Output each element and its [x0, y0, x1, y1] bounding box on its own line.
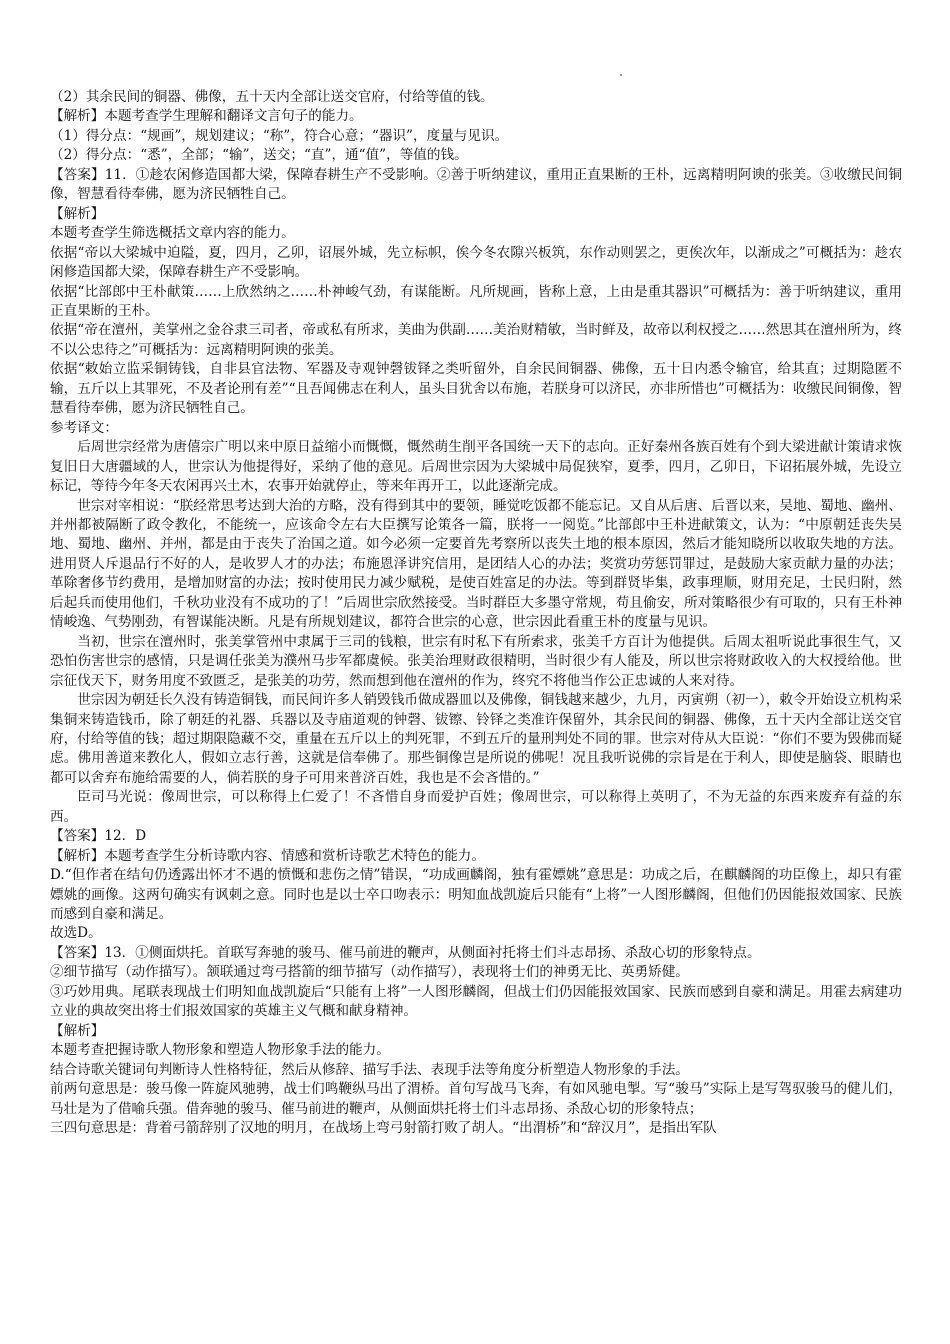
- paragraph: 本题考查学生筛选概括文章内容的能力。: [50, 225, 295, 242]
- paragraph: D.“但作者在结句仍透露出怀才不遇的愤慨和悲伤之情”错误，“功成画麟阁，独有霍嫖姚”意思是：功成之后，在麒麟阁的功臣像上，却只有霍嫖姚的画像。这两句确实有讽刺之意。同时也是以士卒口吻表示：明知血战凯旋后只能有“上将”一人图形麟阁，但他们仍因能报效国家、民族而感到自豪和满足。: [50, 867, 902, 923]
- paragraph: 【解析】: [50, 1022, 105, 1039]
- paragraph: （2）其余民间的铜器、佛像，五十天内全部让送交官府，付给等值的钱。: [50, 89, 494, 105]
- paragraph: 【答案】11．①趁农闲修造国都大梁，保障春耕生产不受影响。②善于听纳建议，重用正直果断的王朴，远离精明阿谀的张美。③收缴民间铜像，智慧看待奉佛，愿为济民牺牲自己。: [50, 166, 902, 203]
- paragraph: 依据“比部郎中王朴献策……上欣然纳之……朴神峻气劲，有谋能断。凡所规画，皆称上意，上由是重其器识”可概括为：善于听纳建议，重用正直果断的王朴。: [50, 283, 902, 319]
- paragraph: （2）得分点：“悉”，全部；“输”，送交；“直”，通“值”，等值的钱。: [50, 147, 468, 164]
- paragraph: （1）得分点：“规画”，规划建议；“称”，符合心意；“器识”，度量与见识。: [50, 127, 509, 144]
- paragraph: 依据“帝以大梁城中迫隘，夏，四月，乙卯，诏展外城，先立标帜，俟今冬农隙兴板筑，东作动则罢之，更俟次年，以渐成之”可概括为：趁农闲修造国都大梁，保障春耕生产不受影响。: [50, 244, 902, 281]
- paragraph: 【答案】13．①侧面烘托。首联写奔驰的骏马、催马前进的鞭声，从侧面衬托将士们斗志昂扬、杀敌心切的形象特点。: [50, 944, 761, 961]
- paragraph: 世宗对宰相说：“朕经常思考达到大治的方略，没有得到其中的要领，睡觉吃饭都不能忘记。又自从后唐、后晋以来，吴地、蜀地、幽州、并州都被隔断了政令教化，不能统一，应该命令左右大臣撰写论策各一篇，朕将一一阅览。”比部郎中王朴进献策文，认为：“中原朝廷丧失吴地、蜀地、幽州、并州，都是由于丧失了治国之道。如今必须一定要首先考察所以丧失土地的根本原因，然后才能知晓所以收取失地的方法。进用贤人斥退品行不好的人，是收罗人才的办法；布施恩泽讲究信用，是团结人心的办法；奖赏功劳惩罚罪过，是鼓励大家贡献力量的办法；革除奢侈节约费用，是增加财富的办法；按时使用民力减少赋税，是使百姓富足的办法。等到群贤毕集，政事理顺，财用充足，士民归附，然后起兵而使用他们，千秋功业没有不成功的了！”后周世宗欣然接受。当时群臣大多墨守常规，苟且偷安，所对策略很少有可取的，只有王朴神情峻逸、气势刚劲，有智谋能决断。凡是有所规划建议，都符合世宗的心意，世宗因此看重王朴的度量与见识。: [50, 497, 902, 631]
- paragraph: ②细节描写（动作描写）。颔联通过弯弓搭箭的细节描写（动作描写），表现将士们的神勇无比、英勇矫健。: [50, 964, 689, 981]
- document-body: [50, 88, 902, 1138]
- paragraph: 故选D。: [50, 925, 102, 942]
- paragraph: 后周世宗经常为唐僖宗广明以来中原日益缩小而慨慨，慨然萌生削平各国统一天下的志向。正好秦州各族百姓有个到大梁进献计策请求恢复旧日大唐疆域的人，世宗认为他提得好，采纳了他的意见。后周世宗因为大梁城中局促狭窄，夏季，四月，乙卯日，下诏拓展外城，先设立标记，等待今年冬天农闲再兴土木，农事开始就停止，等来年再开工，以此逐渐完成。: [50, 439, 902, 495]
- paragraph: 参考译文：: [50, 419, 118, 436]
- paragraph: 【解析】本题考查学生分析诗歌内容、情感和赏析诗歌艺术特色的能力。: [50, 847, 485, 864]
- paragraph: 【答案】12．D: [50, 828, 147, 845]
- paragraph: 臣司马光说：像周世宗，可以称得上仁爱了！不吝惜自身而爱护百姓；像周世宗，可以称得上英明了，不为无益的东西来废弃有益的东西。: [50, 789, 902, 825]
- scan-dot: [620, 74, 622, 76]
- paragraph: 世宗因为朝廷长久没有铸造铜钱，而民间许多人销毁钱币做成器皿以及佛像，铜钱越来越少，九月，丙寅朔（初一），敕令开始设立机构采集铜来铸造钱币，除了朝廷的礼器、兵器以及寺庙道观的钟磬、钹镲、铃铎之类准许保留外，其余民间的铜器、佛像，五十天内全部让送交官府，付给等值的钱；超过期限隐藏不交，重量在五斤以上的判死罪，不到五斤的量刑判处不同的罪。世宗对侍从大臣说：“你们不要为毁佛而疑虑。佛用善道来教化人，假如立志行善，这就是信奉佛了。那些铜像岂是所说的佛呢！况且我听说佛的宗旨是在于利人，即使是脑袋、眼睛也都可以舍弃布施给需要的人，倘若朕的身子可用来普济百姓，我也是不会吝惜的。”: [50, 692, 902, 786]
- paragraph: 【解析】本题考查学生理解和翻译文言句子的能力。: [50, 108, 363, 125]
- paragraph: 结合诗歌关键词句判断诗人性格特征，然后从修辞、描写手法、表现手法等角度分析塑造人物形象的手法。: [50, 1061, 689, 1078]
- paragraph: 依据“敕始立监采铜铸钱，自非县官法物、军器及寺观钟磬钹铎之类听留外，自余民间铜器、佛像，五十日内悉令输官，给其直；过期隐匿不输，五斤以上其罪死，不及者论刑有差”“且吾闻佛志在利人，虽头目犹舍以布施，若朕身可以济民，亦非所惜也”可概括为：收缴民间铜像，智慧看待奉佛，愿为济民牺牲自己。: [50, 361, 902, 417]
- paragraph: 前两句意思是：骏马像一阵旋风驰骋，战士们鸣鞭纵马出了渭桥。首句写战马飞奔，有如风驰电掣。写“骏马”实际上是写驾驭骏马的健儿们，马壮是为了借喻兵强。借奔驰的骏马、催马前进的鞭声，从侧面烘托将士们斗志昂扬、杀敌心切的形象特点；: [50, 1081, 902, 1117]
- paragraph: 三四句意思是：背着弓箭辞别了汉地的明月，在战场上弯弓射箭打败了胡人。“出渭桥”和“辞汉月”，是指出军队: [50, 1120, 717, 1137]
- paragraph: 依据“帝在澶州，美掌州之金谷隶三司者，帝或私有所求，美曲为供副……美治财精敏，当时鲜及，故帝以利权授之……然思其在澶州所为，终不以公忠待之”可概括为：远离精明阿谀的张美。: [50, 322, 902, 358]
- paragraph: 当初，世宗在澶州时，张美掌管州中隶属于三司的钱粮，世宗有时私下有所索求，张美千方百计为他提供。后周太祖听说此事很生气，又恐怕伤害世宗的感情，只是调任张美为濮州马步军都虞候。张美治理财政很精明，当时很少有人能及，所以世宗将财政收入的大权授给他。世宗征伐天下，财务用度不致匮乏，是张美的功劳，然而想到他在澶州的作为，终究不将他当作公正忠诚的人来对待。: [50, 633, 902, 689]
- paragraph: ③巧妙用典。尾联表现战士们明知血战凯旋后“只能有上将”一人图形麟阁，但战士们仍因能报效国家、民族而感到自豪和满足。用霍去病建功立业的典故突出将士们报效国家的英雄主义气概和献身精神。: [50, 983, 902, 1020]
- paragraph: 【解析】: [50, 205, 105, 222]
- paragraph: 本题考查把握诗歌人物形象和塑造人物形象手法的能力。: [50, 1042, 390, 1059]
